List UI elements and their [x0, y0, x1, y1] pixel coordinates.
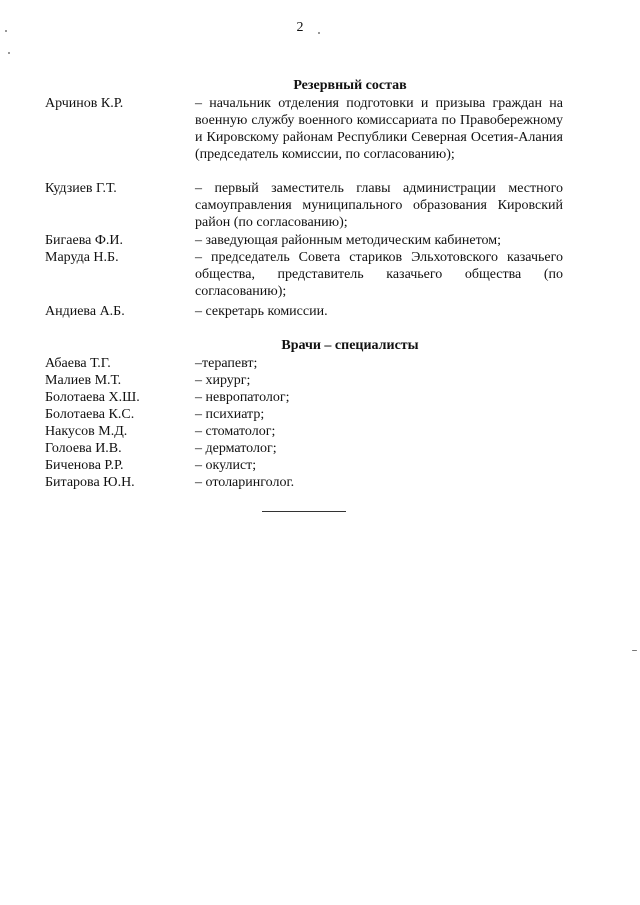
doctor-member [45, 355, 565, 372]
member-role: – начальник отделения подготовки и призыва граждан на военную службу военного комиссариата по Правобережному и Кировскому районам Республики Северная Осетия-Алания (председатель комиссии, по согласованию); [195, 96, 563, 162]
member-name: Болотаева Х.Ш. [45, 390, 140, 405]
member-role: – окулист; [195, 458, 257, 473]
member-role: – заведующая районным методическим кабинетом; [195, 233, 502, 248]
reserve-member [45, 232, 565, 249]
member-role: – дерматолог; [195, 441, 277, 456]
reserve-member [45, 249, 565, 300]
member-role: – председатель Совета стариков Эльхотовского казачьего общества, представитель казачьего общества (по согласованию); [195, 250, 563, 299]
member-role: – психиатр; [195, 407, 265, 422]
scan-speck [318, 32, 320, 34]
doctor-member [45, 440, 565, 457]
member-role: – хирург; [195, 373, 251, 388]
member-role: – невропатолог; [195, 390, 290, 405]
member-name: Болотаева К.С. [45, 407, 135, 422]
scan-speck [5, 30, 7, 32]
doctor-member [45, 474, 565, 491]
doctor-member [45, 372, 565, 389]
reserve-member [45, 95, 565, 163]
member-role: – отоларинголог. [195, 475, 295, 490]
reserve-member [45, 303, 565, 320]
member-name: Арчинов К.Р. [45, 96, 124, 111]
doctor-member [45, 457, 565, 474]
member-name: Маруда Н.Б. [45, 250, 119, 265]
member-role: – первый заместитель главы администрации местного самоуправления муниципального образования Кировский район (по согласованию); [195, 181, 563, 230]
scan-speck [8, 52, 10, 54]
member-role: – секретарь комиссии. [195, 304, 328, 319]
reserve-member [45, 180, 565, 231]
member-role: –терапевт; [195, 356, 258, 371]
member-name: Малиев М.Т. [45, 373, 122, 388]
member-name: Андиева А.Б. [45, 304, 125, 319]
doctor-member [45, 423, 565, 440]
end-divider [262, 511, 346, 512]
scan-speck [632, 650, 637, 651]
member-name: Абаева Т.Г. [45, 356, 111, 371]
member-name: Голоева И.В. [45, 441, 122, 456]
member-name: Биченова Р.Р. [45, 458, 124, 473]
doctor-member [45, 406, 565, 423]
member-role: – стоматолог; [195, 424, 276, 439]
member-name: Бигаева Ф.И. [45, 233, 124, 248]
reserve-section-title: Резервный состав [293, 78, 407, 93]
member-name: Накусов М.Д. [45, 424, 128, 439]
member-name: Битарова Ю.Н. [45, 475, 135, 490]
page-number: 2 [296, 20, 304, 35]
doctor-member [45, 389, 565, 406]
member-name: Кудзиев Г.Т. [45, 181, 117, 196]
doctors-section-title: Врачи – специалисты [281, 338, 419, 353]
